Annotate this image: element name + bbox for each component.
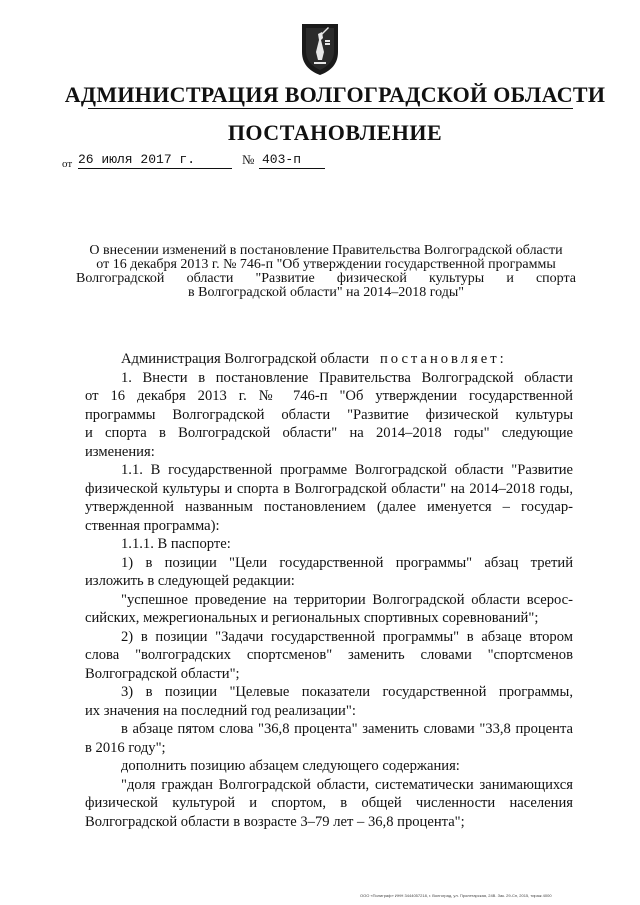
title-divider [88, 108, 573, 109]
paragraph-line: "доля граждан Волгоградской области, систематически занимающихся [121, 776, 573, 793]
paragraph-line: 1.1. В государственной программе Волгоградской области "Развитие [121, 462, 573, 478]
date-underline [78, 168, 232, 169]
subject-line: О внесении изменений в постановление Правительства Волгоградской области [89, 243, 563, 258]
paragraph-line: сийских, межрегиональных и региональных спортивных соревнований"; [85, 610, 539, 626]
number-underline [259, 168, 325, 169]
subject-line: в Волгоградской области" на 2014–2018 годы" [188, 285, 464, 300]
coat-of-arms-icon [300, 22, 340, 76]
organization-title: АДМИНИСТРАЦИЯ ВОЛГОГРАДСКОЙ ОБЛАСТИ [64, 82, 606, 107]
paragraph-line: слова "волгоградских спортсменов" заменить словами "спортсменов [85, 647, 573, 663]
intro-decree-word: постановляет: [379, 351, 507, 367]
paragraph-line: 1) в позиции "Цели государственной программы" абзац третий [121, 554, 573, 571]
document-subject [76, 244, 576, 300]
paragraph-line: от 16 декабря 2013 г. № 746-п "Об утверждении государственной [85, 388, 573, 404]
date-prefix: от [62, 158, 73, 170]
paragraph-line: ственная программа): [85, 517, 220, 534]
paragraph-line: 2) в позиции "Задачи государственной программы" в абзаце втором [121, 628, 573, 645]
paragraph-line: изложить в следующей редакции: [85, 573, 295, 589]
paragraph-line: физической культурой и спортом, в общей численности населения [85, 795, 573, 811]
paragraph-line: "успешное проведение на территории Волгоградской области всерос- [121, 591, 573, 608]
paragraph-line: программы Волгоградской области "Развитие физической культуры [85, 406, 573, 423]
paragraph-line: 3) в позиции "Целевые показатели государственной программы, [121, 684, 573, 700]
paragraph-line: Волгоградской области"; [85, 665, 240, 682]
resolution-intro [85, 350, 573, 369]
paragraph-line: 1. Внести в постановление Правительства Волгоградской области [121, 369, 573, 386]
number-sign: № [242, 152, 255, 167]
paragraph-line: физической культуры и спорта в Волгоградской области" на 2014–2018 годы, [85, 480, 573, 497]
paragraph-line: в 2016 году"; [85, 739, 166, 756]
document-type: ПОСТАНОВЛЕНИЕ [227, 120, 443, 145]
document-body [85, 350, 573, 831]
subject-line: Волгоградской области "Развитие физической культуры и спорта [76, 271, 576, 286]
paragraph-line: их значения на последний год реализации": [85, 702, 356, 719]
paragraph-line: утвержденной названным постановлением (далее именуется – государ- [85, 499, 573, 515]
paragraph-line: изменения: [85, 443, 155, 460]
print-footer: ООО «Полиграф» ИНН 3444057218, г. Волгоград, ул. Пролетарская, 24В. Зак. 29-Сп, 2015, тираж 4000 [360, 893, 552, 898]
paragraph-line: Волгоградской области в возрасте 3–79 лет – 36,8 процента"; [85, 813, 465, 830]
document-date: 26 июля 2017 г. [78, 152, 196, 167]
paragraph-line: в абзаце пятом слова "36,8 процента" заменить словами "33,8 процента [121, 721, 573, 737]
paragraph-line: 1.1.1. В паспорте: [121, 536, 231, 552]
subject-line: от 16 декабря 2013 г. № 746-п "Об утверждении государственной программы [96, 257, 556, 272]
document-number: 403-п [262, 152, 302, 167]
paragraph-line: дополнить позицию абзацем следующего содержания: [121, 758, 460, 774]
intro-text: Администрация Волгоградской области [121, 351, 370, 367]
paragraph-line: и спорта в Волгоградской области" на 2014–2018 годы" следующие [85, 425, 573, 441]
